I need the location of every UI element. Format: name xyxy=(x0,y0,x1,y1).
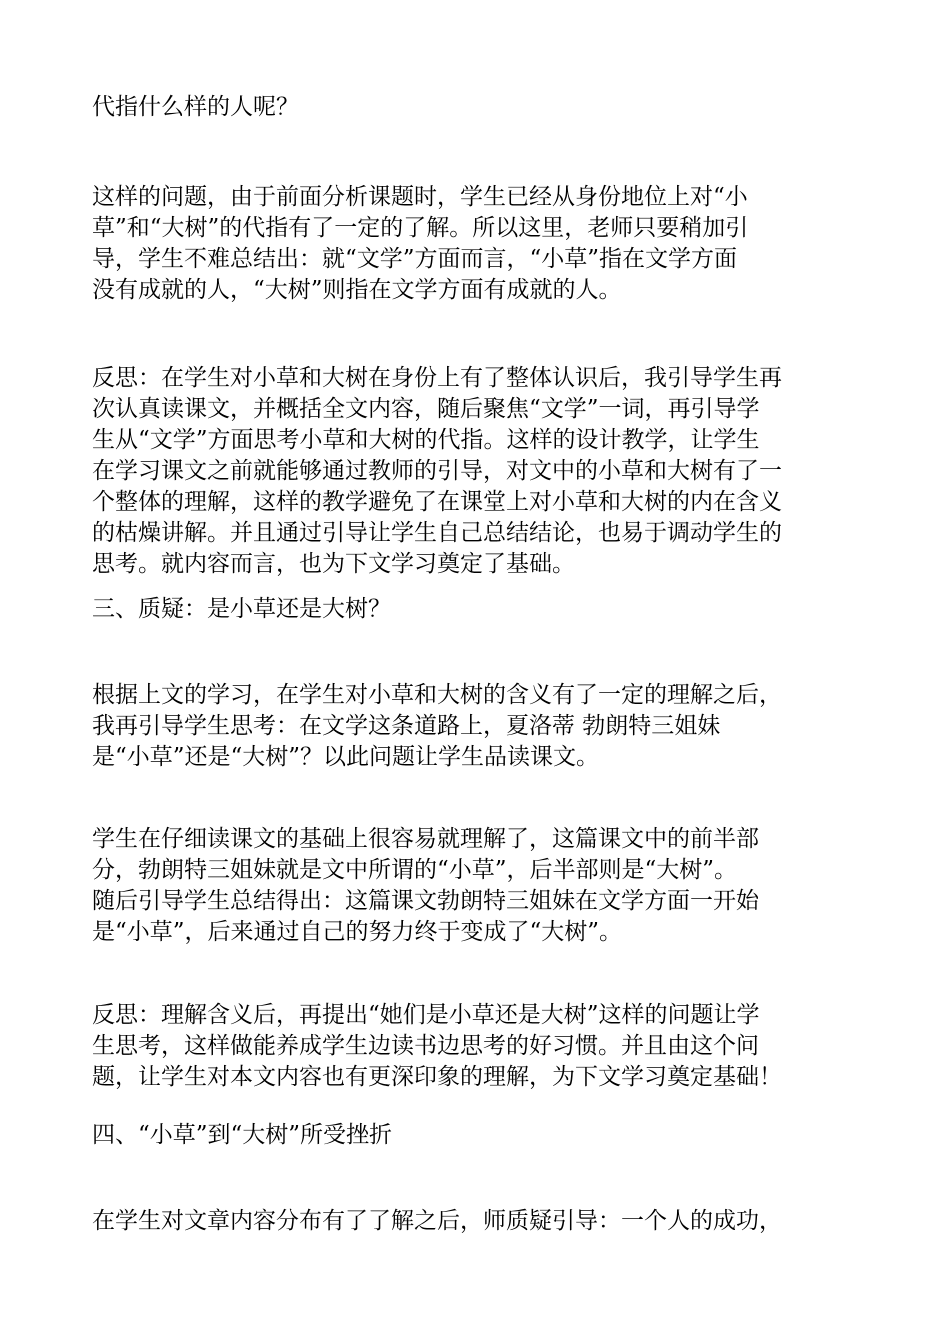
text-line: 四、“小草”到“大树”所受挫折 xyxy=(92,1122,393,1148)
text-line: 根据上文的学习，在学生对小草和大树的含义有了一定的理解之后， xyxy=(92,682,782,708)
text-line: 三、质疑：是小草还是大树？ xyxy=(92,596,391,622)
paragraph-reflection-2 xyxy=(92,1000,862,1093)
text-line: 学生在仔细读课文的基础上很容易就理解了，这篇课文中的前半部 xyxy=(92,826,759,852)
text-line: 生从“文学”方面思考小草和大树的代指。这样的设计教学，让学生 xyxy=(92,427,760,453)
text-line: 是“小草”，后来通过自己的努力终于变成了“大树”。 xyxy=(92,919,623,945)
text-line: 生思考，这样做能养成学生边读书边思考的好习惯。并且由这个问 xyxy=(92,1033,759,1059)
text-line: 反思：理解含义后，再提出“她们是小草还是大树”这样的问题让学 xyxy=(92,1002,760,1028)
text-line: 思考。就内容而言，也为下文学习奠定了基础。 xyxy=(92,551,575,577)
text-line: 的枯燥讲解。并且通过引导让学生自己总结结论，也易于调动学生的 xyxy=(92,520,782,546)
text-line: 分，勃朗特三姐妹就是文中所谓的“小草”，后半部则是“大树”。 xyxy=(92,857,738,883)
text-line: 草”和“大树”的代指有了一定的了解。所以这里，老师只要稍加引 xyxy=(92,215,749,241)
section-heading-3 xyxy=(92,594,862,625)
text-line: 题，让学生对本文内容也有更深印象的理解，为下文学习奠定基础！ xyxy=(92,1064,782,1090)
text-line: 随后引导学生总结得出：这篇课文勃朗特三姐妹在文学方面一开始 xyxy=(92,888,759,914)
text-line: 反思：在学生对小草和大树在身份上有了整体认识后，我引导学生再 xyxy=(92,365,782,391)
section-heading-4 xyxy=(92,1120,862,1151)
paragraph-question-intro xyxy=(92,92,862,123)
paragraph-success-question xyxy=(92,1206,862,1237)
text-line: 代指什么样的人呢？ xyxy=(92,94,299,120)
text-line: 在学生对文章内容分布有了了解之后，师质疑引导：一个人的成功， xyxy=(92,1208,782,1234)
paragraph-guidance xyxy=(92,680,862,773)
text-line: 这样的问题，由于前面分析课题时，学生已经从身份地位上对“小 xyxy=(92,184,748,210)
paragraph-reflection-1 xyxy=(92,363,862,580)
paragraph-student-understanding xyxy=(92,824,862,948)
text-line: 在学习课文之前就能够通过教师的引导，对文中的小草和大树有了一 xyxy=(92,458,782,484)
text-line: 次认真读课文，并概括全文内容，随后聚焦“文学”一词，再引导学 xyxy=(92,396,760,422)
text-line: 我再引导学生思考：在文学这条道路上，夏洛蒂 勃朗特三姐妹 xyxy=(92,713,721,739)
text-line: 是“小草”还是“大树”？以此问题让学生品读课文。 xyxy=(92,744,600,770)
text-line: 导，学生不难总结出：就“文学”方面而言，“小草”指在文学方面 xyxy=(92,246,738,272)
text-line: 没有成就的人，“大树”则指在文学方面有成就的人。 xyxy=(92,277,622,303)
paragraph-explanation xyxy=(92,182,862,306)
text-line: 个整体的理解，这样的教学避免了在课堂上对小草和大树的内在含义 xyxy=(92,489,782,515)
